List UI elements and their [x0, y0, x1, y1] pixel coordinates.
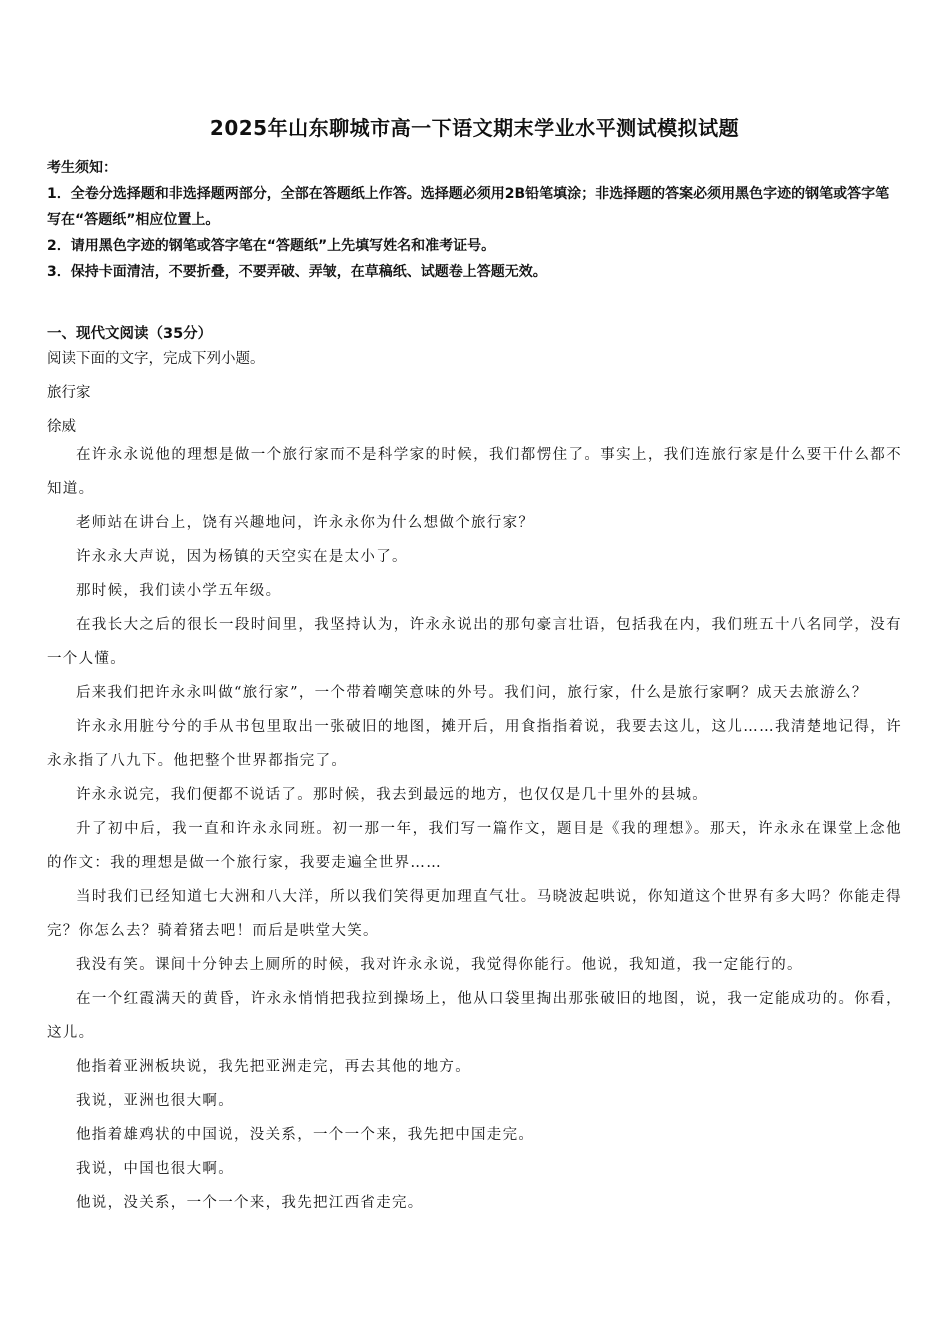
article-paragraph: 他说，没关系，一个一个来，我先把江西省走完。 [76, 1195, 424, 1211]
article-paragraph: 他指着亚洲板块说，我先把亚洲走完，再去其他的地方。 [76, 1059, 471, 1075]
article-paragraph: 我说，中国也很大啊。 [76, 1161, 234, 1177]
section-instruction: 阅读下面的文字，完成下列小题。 [47, 351, 265, 367]
page-title: 2025年山东聊城市高一下语文期末学业水平测试模拟试题 [209, 116, 740, 140]
notice-item: 3．保持卡面清洁，不要折叠，不要弄破、弄皱，在草稿纸、试题卷上答题无效。 [47, 264, 547, 280]
article-body [47, 438, 902, 1220]
notice-heading: 考生须知： [47, 160, 117, 176]
article-paragraph: 许永永大声说，因为杨镇的天空实在是太小了。 [76, 549, 408, 565]
article-paragraph: 我说，亚洲也很大啊。 [76, 1093, 234, 1109]
article-paragraph: 许永永说完，我们便都不说话了。那时候，我去到最远的地方，也仅仅是几十里外的县城。 [76, 787, 708, 803]
article-paragraph: 老师站在讲台上，饶有兴趣地问，许永永你为什么想做个旅行家？ [76, 515, 535, 531]
article-paragraph: 那时候，我们读小学五年级。 [76, 583, 282, 599]
article-paragraph: 在一个红霞满天的黄昏，许永永悄悄把我拉到操场上，他从口袋里掏出那张破旧的地图，说，我一定能成功的。你看，这儿。 [47, 991, 902, 1041]
article-paragraph: 在我长大之后的很长一段时间里，我坚持认为，许永永说出的那句豪言壮语，包括我在内，我们班五十八名同学，没有一个人懂。 [47, 617, 902, 667]
article-paragraph: 当时我们已经知道七大洲和八大洋，所以我们笑得更加理直气壮。马晓波起哄说，你知道这个世界有多大吗？你能走得完？你怎么去？骑着猪去吧！而后是哄堂大笑。 [47, 889, 902, 939]
article-paragraph: 后来我们把许永永叫做“旅行家”，一个带着嘲笑意味的外号。我们问，旅行家，什么是旅行家啊？成天去旅游么？ [76, 685, 868, 701]
article-paragraph: 许永永用脏兮兮的手从书包里取出一张破旧的地图，摊开后，用食指指着说，我要去这儿，这儿……我清楚地记得，许永永指了八九下。他把整个世界都指完了。 [47, 719, 902, 769]
article-paragraph: 升了初中后，我一直和许永永同班。初一那一年，我们写一篇作文，题目是《我的理想》。那天，许永永在课堂上念他的作文：我的理想是做一个旅行家，我要走遍全世界…… [47, 821, 902, 871]
article-author: 徐威 [47, 419, 76, 435]
notice-item: 2．请用黑色字迹的钢笔或答字笔在“答题纸”上先填写姓名和准考证号。 [47, 238, 496, 254]
notice-block [47, 155, 902, 285]
section-heading: 一、现代文阅读（35分） [47, 326, 213, 342]
article-paragraph: 他指着雄鸡状的中国说，没关系，一个一个来，我先把中国走完。 [76, 1127, 535, 1143]
notice-item: 1．全卷分选择题和非选择题两部分，全部在答题纸上作答。选择题必须用2B铅笔填涂；非选择题的答案必须用黑色字迹的钢笔或答字笔写在“答题纸”相应位置上。 [47, 186, 890, 228]
article-paragraph: 在许永永说他的理想是做一个旅行家而不是科学家的时候，我们都愣住了。事实上，我们连旅行家是什么要干什么都不知道。 [47, 447, 902, 497]
article-title: 旅行家 [47, 385, 91, 401]
article-paragraph: 我没有笑。课间十分钟去上厕所的时候，我对许永永说，我觉得你能行。他说，我知道，我一定能行的。 [76, 957, 803, 973]
